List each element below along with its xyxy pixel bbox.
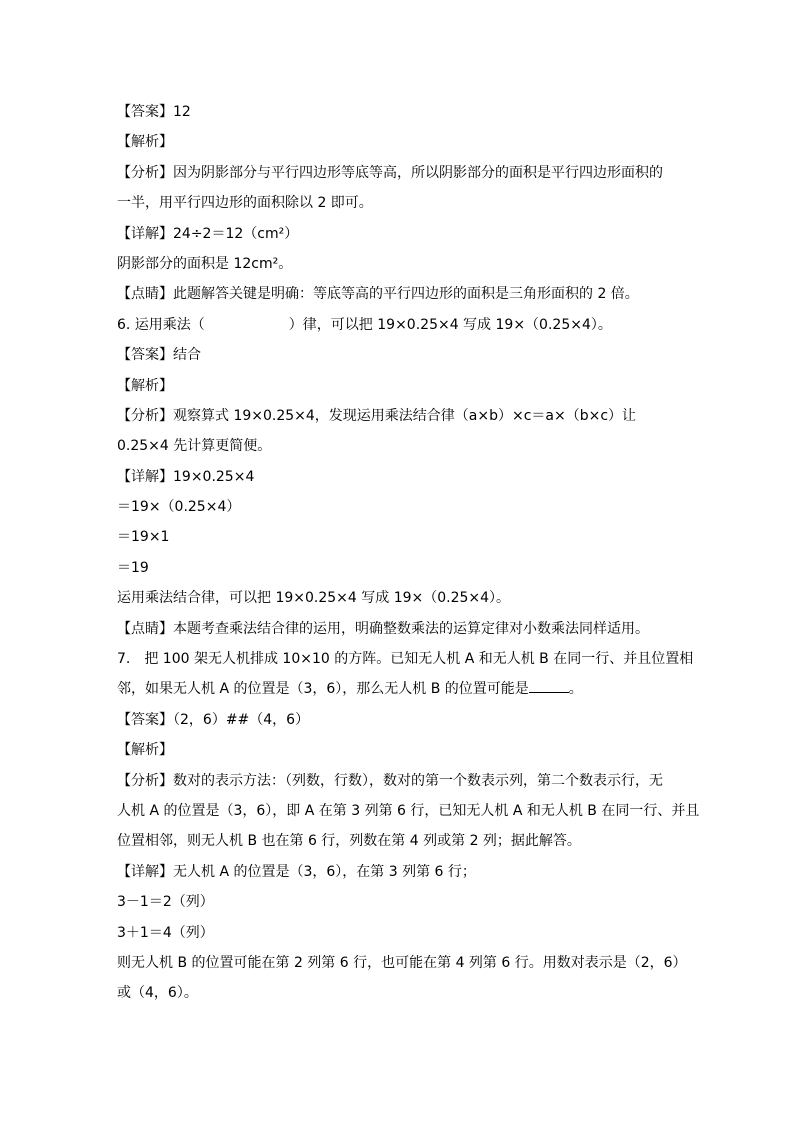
analysis-line: 【分析】观察算式 19×0.25×4，发现运用乘法结合律（a×b）×c＝a×（b×c）让 [117,407,637,424]
document-page [117,101,700,1013]
detail-line: 运用乘法结合律，可以把 19×0.25×4 写成 19×（0.25×4）。 [117,590,511,607]
analysis-heading: 【解析】 [117,742,173,759]
analysis-heading: 【解析】 [117,377,173,394]
detail-line: 【详解】无人机 A 的位置是（3，6），在第 3 列第 6 行； [117,863,476,880]
detail-line: 3－1＝2（列） [117,894,214,911]
comment-line: 【点睛】本题考查乘法结合律的运用，明确整数乘法的运算定律对小数乘法同样适用。 [117,620,649,637]
detail-line: ＝19 [117,559,149,576]
detail-line: 【详解】19×0.25×4 [117,468,255,485]
question-6: 6. 运用乘法（ ）律，可以把 19×0.25×4 写成 19×（0.25×4）。 [117,316,612,333]
detail-line: 阴影部分的面积是 12cm²。 [117,255,293,272]
analysis-line: 【分析】数对的表示方法：（列数，行数），数对的第一个数表示列，第二个数表示行，无 [117,772,663,789]
detail-line: ＝19×1 [117,529,170,546]
detail-line: 则无人机 B 的位置可能在第 2 列第 6 行，也可能在第 4 列第 6 行。用数对表示是（2，6） [117,954,687,971]
analysis-line: 0.25×4 先计算更简便。 [117,438,272,455]
analysis-line: 位置相邻，则无人机 B 也在第 6 行，列数在第 4 列或第 2 列；据此解答。 [117,833,581,850]
comment-line: 【点睛】此题解答关键是明确：等底等高的平行四边形的面积是三角形面积的 2 倍。 [117,286,639,303]
analysis-heading: 【解析】 [117,134,173,151]
detail-line: 或（4，6）。 [117,985,198,1002]
answer-line: 【答案】结合 [117,347,201,364]
question-7-text: 邻，如果无人机 A 的位置是（3，6），那么无人机 B 的位置可能是 [117,681,529,698]
question-7-line2 [117,678,687,708]
answer-line: 【答案】12 [117,104,191,120]
question-7-tail: 。 [568,681,583,698]
detail-line: 【详解】24÷2＝12（cm²） [117,225,299,242]
analysis-line: 【分析】因为阴影部分与平行四边形等底等高，所以阴影部分的面积是平行四边形面积的 [117,164,663,181]
detail-line: 3＋1＝4（列） [117,924,214,941]
detail-line: ＝19×（0.25×4） [117,499,241,516]
question-7: 7. 把 100 架无人机排成 10×10 的方阵。已知无人机 A 和无人机 B 在同一行、并且位置相 [117,651,694,668]
analysis-line: 人机 A 的位置是（3，6），即 A 在第 3 列第 6 行，已知无人机 A 和无人机 B 在同一行、并且 [117,802,700,819]
answer-blank [529,678,569,693]
analysis-line: 一半，用平行四边形的面积除以 2 即可。 [117,195,373,212]
answer-line: 【答案】（2，6）##（4，6） [117,711,310,728]
